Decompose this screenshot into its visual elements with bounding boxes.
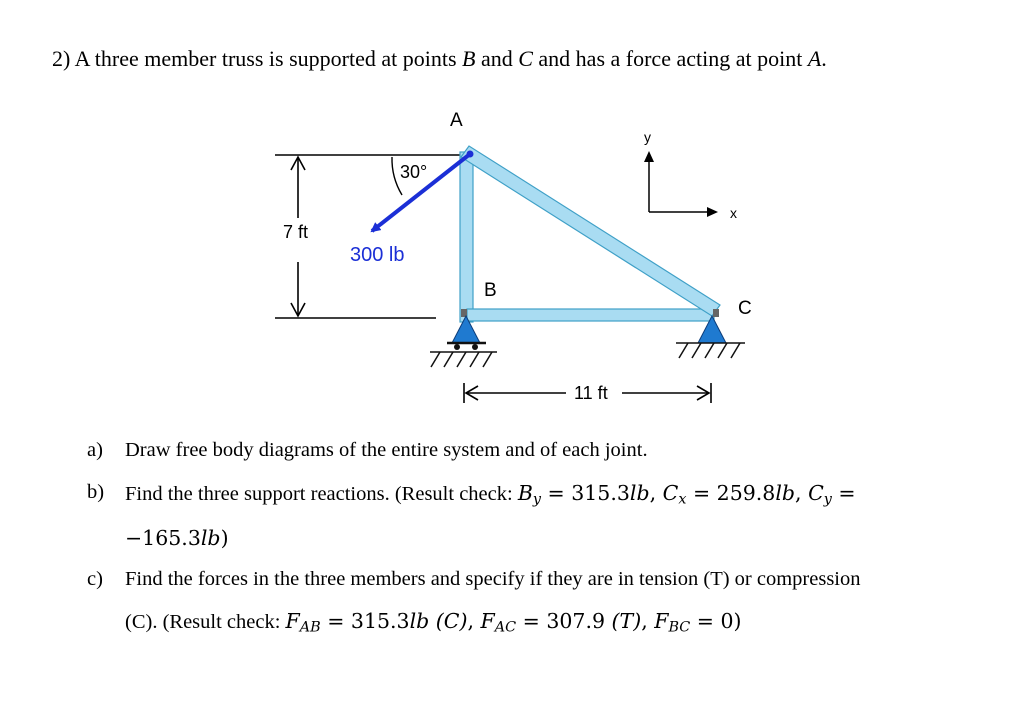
member-force-results: $F_{AB} = 315.3lb$ (C), $F_{AC} = 307.9$ (T), $F_{BC} = 0$) [285, 609, 742, 636]
part-b-letter: b) [87, 481, 105, 503]
member-bc [467, 309, 714, 321]
part-c-line2: (C). (Result check: $F_{AB} = 315.3lb$ (C), $F_{AC} = 307.9$ (T), $F_{BC} = 0$) [125, 609, 742, 636]
force-label: 300 lb [350, 244, 405, 266]
angle-label: 30° [400, 162, 428, 182]
part-b-text: Find the three support reactions. (Result check: [125, 483, 513, 505]
by-result: $B_y = 315.3lb$, $C_x = 259.8lb$, $C_y$ = [517, 481, 856, 508]
truss-members [460, 146, 720, 322]
problem-text-1: A three member truss is supported at points [74, 46, 457, 71]
part-c-letter: c) [87, 568, 103, 590]
part-a-text: Draw free body diagrams of the entire system and of each joint. [125, 439, 648, 461]
part-c-text: Find the forces in the three members and specify if they are in tension (T) or compression [125, 568, 861, 590]
support-b [430, 316, 497, 367]
point-b-ref: B [462, 46, 476, 71]
label-a: A [450, 110, 463, 131]
axis-y-label: y [644, 129, 651, 145]
part-b-line1 [125, 481, 856, 508]
axis-x-label: x [730, 205, 737, 221]
height-label: 7 ft [283, 222, 309, 242]
label-b: B [484, 280, 497, 301]
label-c: C [738, 298, 752, 319]
and-word: and [480, 46, 513, 71]
span-label: 11 ft [574, 383, 608, 403]
member-ab [460, 152, 473, 322]
support-c [676, 316, 745, 358]
part-b-line2: −165.3lb) [125, 526, 229, 550]
problem-number: 2) [52, 46, 71, 71]
problem-text-2: and has a force acting at point [538, 46, 803, 71]
part-a-letter: a) [87, 439, 103, 461]
point-a-ref: A [807, 46, 822, 71]
period: . [821, 46, 827, 71]
point-c-ref: C [518, 46, 533, 71]
joint-c-pin [713, 309, 719, 317]
member-ac [461, 146, 720, 316]
coordinate-axes [644, 151, 718, 217]
